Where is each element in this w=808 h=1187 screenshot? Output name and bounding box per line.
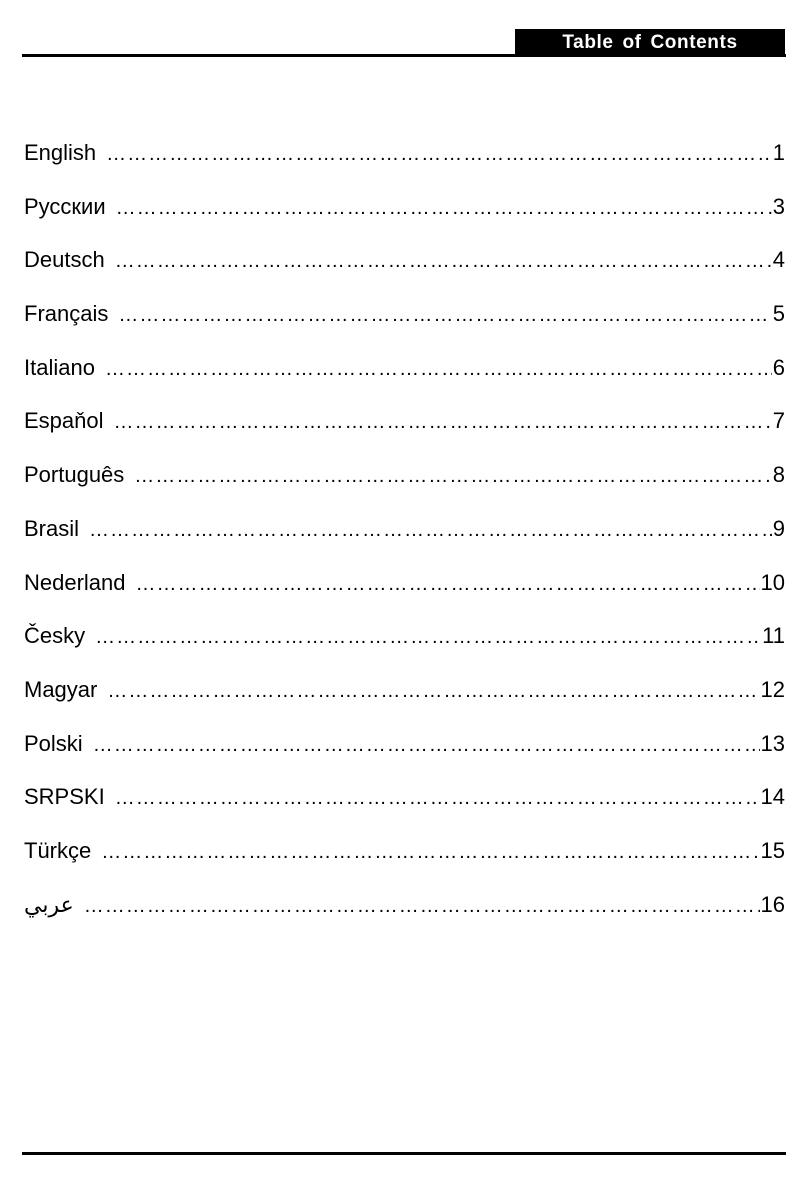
top-rule (22, 54, 786, 57)
toc-entry-label: Русскии (24, 193, 106, 219)
toc-entry-label: SRPSKI (24, 784, 105, 810)
toc-dot-leader (95, 626, 761, 649)
toc-dot-leader (136, 573, 760, 596)
toc-entry-czech[interactable] (24, 623, 785, 677)
toc-dot-leader (107, 680, 759, 703)
toc-dot-leader (116, 197, 772, 220)
toc-entry-label: Italiano (24, 354, 95, 380)
toc-entry-french[interactable] (24, 301, 785, 355)
toc-entry-hungarian[interactable] (24, 677, 785, 731)
toc-entry-page: 16 (760, 891, 785, 917)
toc-entry-page: 9 (772, 515, 785, 541)
toc-entry-label: Português (24, 462, 125, 488)
toc-entry-portuguese[interactable] (24, 462, 785, 516)
toc-entry-page: 5 (772, 301, 785, 327)
toc-entry-page: 10 (760, 569, 785, 595)
toc-entry-page: 3 (772, 193, 785, 219)
toc-dot-leader (115, 250, 772, 273)
table-of-contents (24, 140, 785, 945)
toc-entry-label: Magyar (24, 676, 98, 702)
toc-entry-russian[interactable] (24, 194, 785, 248)
toc-entry-brazil[interactable] (24, 516, 785, 570)
toc-dot-leader (84, 895, 760, 918)
toc-entry-label: Deutsch (24, 247, 105, 273)
toc-entry-dutch[interactable] (24, 570, 785, 624)
toc-entry-label: Français (24, 301, 109, 327)
toc-entry-label: Brasil (24, 515, 80, 541)
toc-entry-turkish[interactable] (24, 838, 785, 892)
toc-entry-english[interactable] (24, 140, 785, 194)
toc-entry-label: Polski (24, 730, 83, 756)
bottom-rule (22, 1152, 786, 1155)
toc-entry-label: Türkçe (24, 837, 92, 863)
toc-dot-leader (105, 358, 772, 381)
toc-entry-page: 7 (772, 408, 785, 434)
toc-header-title: Table of Contents (562, 31, 738, 53)
toc-entry-page: 14 (760, 784, 785, 810)
toc-entry-page: 1 (772, 140, 785, 165)
toc-dot-leader (115, 787, 760, 810)
toc-entry-spanish[interactable] (24, 408, 785, 462)
toc-dot-leader (106, 143, 772, 166)
toc-entry-polish[interactable] (24, 731, 785, 785)
toc-dot-leader (93, 734, 760, 757)
toc-dot-leader (101, 841, 759, 864)
toc-header (515, 29, 785, 56)
toc-entry-german[interactable] (24, 247, 785, 301)
toc-dot-leader (89, 519, 772, 542)
toc-entry-page: 13 (760, 730, 785, 756)
toc-entry-page: 8 (772, 462, 785, 488)
toc-entry-arabic[interactable] (24, 892, 785, 946)
toc-entry-page: 6 (772, 354, 785, 380)
toc-entry-italian[interactable] (24, 355, 785, 409)
toc-entry-label: Nederland (24, 569, 126, 595)
toc-dot-leader (114, 411, 772, 434)
toc-entry-label: English (24, 140, 97, 165)
toc-entry-page: 4 (772, 247, 785, 273)
toc-entry-page: 12 (760, 676, 785, 702)
toc-entry-label: عربي (24, 891, 74, 917)
toc-entry-page: 11 (762, 623, 785, 649)
toc-dot-leader (134, 465, 771, 488)
toc-entry-label: Espaňol (24, 408, 104, 434)
toc-entry-serbian[interactable] (24, 784, 785, 838)
toc-dot-leader (118, 304, 771, 327)
toc-entry-label: Česky (24, 623, 86, 649)
toc-entry-page: 15 (760, 837, 785, 863)
